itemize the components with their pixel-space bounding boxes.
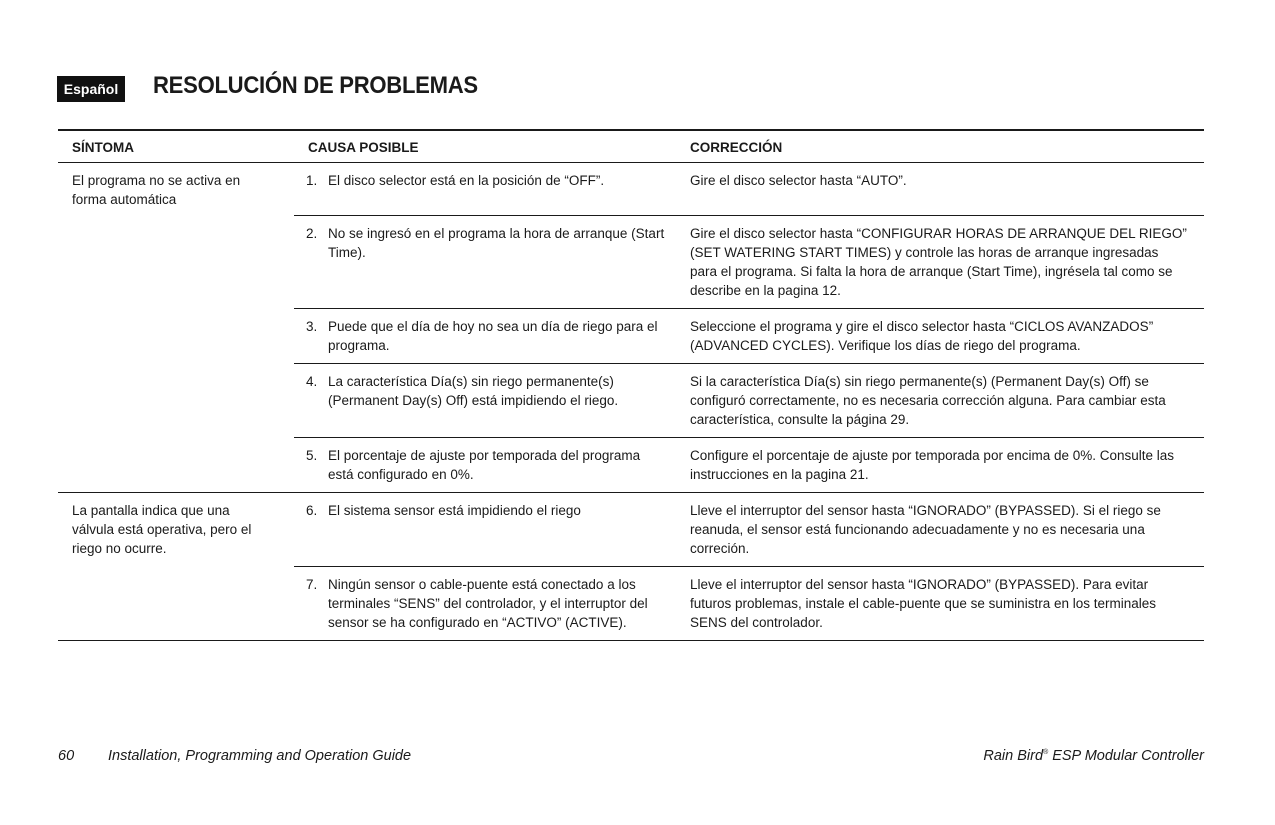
correction-cell: Gire el disco selector hasta “CONFIGURAR HORAS DE ARRANQUE DEL RIEGO” (SET WATERING START TIMES) y controle las horas de arranque ingresadas para el programa. Si falta la hora de arranque (Start Time), ingrésela tal como se describe en la pagina 12. — [679, 216, 1204, 309]
cause-cell — [294, 567, 679, 641]
column-header-symptom: SÍNTOMA — [58, 130, 294, 163]
cause-text: El sistema sensor está impidiendo el riego — [328, 503, 581, 518]
cause-text: El porcentaje de ajuste por temporada del programa está configurado en 0%. — [328, 448, 641, 482]
table-row — [58, 163, 1204, 216]
column-header-cause: CAUSA POSIBLE — [294, 130, 679, 163]
page-number: 60 — [58, 748, 75, 764]
cause-number: 5. — [306, 448, 318, 463]
cause-cell — [294, 163, 679, 216]
brand-name: Rain Bird — [983, 748, 1044, 764]
cause-cell — [294, 493, 679, 567]
registered-mark: ® — [1043, 749, 1049, 756]
cause-number: 3. — [306, 319, 318, 334]
language-tab: Español — [57, 76, 125, 102]
symptom-cell: La pantalla indica que una válvula está operativa, pero el riego no ocurre. — [58, 493, 294, 641]
correction-cell: Gire el disco selector hasta “AUTO”. — [679, 163, 1204, 216]
symptom-cell: El programa no se activa en forma automática — [58, 163, 294, 493]
cause-number: 2. — [306, 226, 318, 241]
product-model: ESP Modular Controller — [1052, 748, 1204, 764]
column-header-correction: CORRECCIÓN — [679, 130, 1204, 163]
cause-text: Puede que el día de hoy no sea un día de riego para el programa. — [328, 319, 658, 353]
cause-cell — [294, 438, 679, 493]
cause-text: El disco selector está en la posición de “OFF”. — [328, 173, 605, 188]
page-title: RESOLUCIÓN DE PROBLEMAS — [153, 72, 478, 99]
cause-cell — [294, 216, 679, 309]
table-row — [58, 493, 1204, 567]
cause-text: Ningún sensor o cable-puente está conectado a los terminales “SENS” del controlador, y el interruptor del sensor se ha configurado en “ACTIVO” (ACTIVE). — [328, 577, 648, 630]
correction-cell: Lleve el interruptor del sensor hasta “IGNORADO” (BYPASSED). Para evitar futuros problemas, instale el cable-puente que se suministra en los terminales SENS del controlador. — [679, 567, 1204, 641]
cause-cell — [294, 364, 679, 438]
product-name — [983, 748, 1204, 764]
table-header-row — [58, 130, 1204, 163]
cause-number: 1. — [306, 173, 318, 188]
cause-text: La característica Día(s) sin riego permanente(s) (Permanent Day(s) Off) está impidiendo el riego. — [328, 374, 619, 408]
guide-title: Installation, Programming and Operation Guide — [108, 748, 412, 764]
correction-cell: Lleve el interruptor del sensor hasta “IGNORADO” (BYPASSED). Si el riego se reanuda, el sensor está funcionando adecuadamente y no es necesaria una correción. — [679, 493, 1204, 567]
cause-text: No se ingresó en el programa la hora de arranque (Start Time). — [328, 226, 665, 260]
cause-number: 6. — [306, 503, 318, 518]
page-footer — [58, 748, 1204, 768]
cause-number: 4. — [306, 374, 318, 389]
correction-cell: Si la característica Día(s) sin riego permanente(s) (Permanent Day(s) Off) se configuró correctamente, no es necesaria corrección alguna. Para cambiar esta característica, consulte la página 29. — [679, 364, 1204, 438]
cause-number: 7. — [306, 577, 318, 592]
troubleshooting-table — [58, 129, 1204, 641]
correction-cell: Configure el porcentaje de ajuste por temporada por encima de 0%. Consulte las instrucciones en la pagina 21. — [679, 438, 1204, 493]
correction-cell: Seleccione el programa y gire el disco selector hasta “CICLOS AVANZADOS” (ADVANCED CYCLES). Verifique los días de riego del programa. — [679, 309, 1204, 364]
cause-cell — [294, 309, 679, 364]
